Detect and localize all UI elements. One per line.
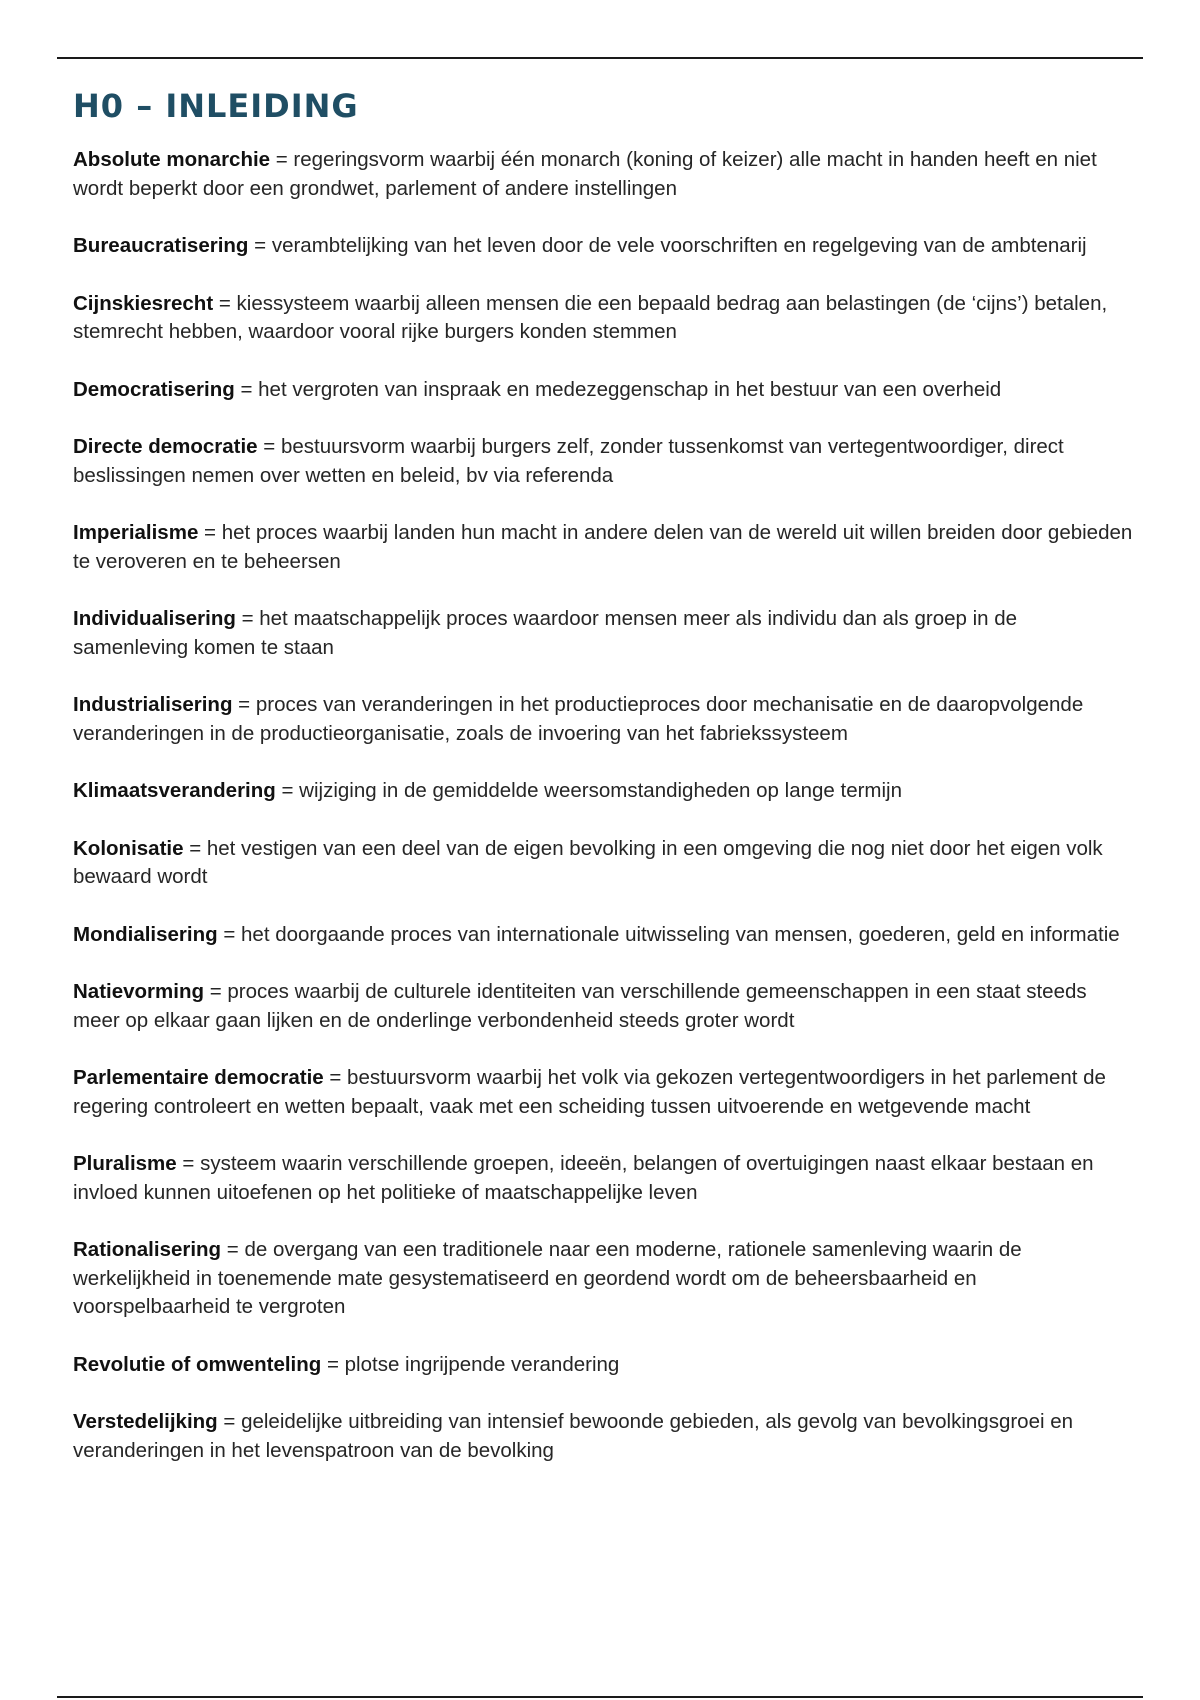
glossary-term: Imperialisme [73, 521, 199, 544]
glossary-definition: = geleidelijke uitbreiding van intensief bewoonde gebieden, als gevolg van bevolkingsgroei en veranderingen in het levenspatroon van de bevolking [73, 1410, 1074, 1462]
glossary-term: Parlementaire democratie [73, 1066, 324, 1089]
glossary-term: Revolutie of omwenteling [73, 1352, 322, 1376]
glossary-definition: = de overgang van een traditionele naar een moderne, rationele samenleving waarin de werkelijkheid in toenemende mate gesystematiseerd en geordend wordt om de beheersbaarheid en voorspelbaarheid te vergroten [73, 1238, 1022, 1318]
glossary-definition: = verambtelijking van het leven door de vele voorschriften en regelgeving van de ambtenarij [248, 234, 1087, 257]
glossary-definition: = wijziging in de gemiddelde weersomstandigheden op lange termijn [275, 779, 903, 802]
glossary-definition: = het proces waarbij landen hun macht in andere delen van de wereld uit willen breiden door gebieden te veroveren en te beheersen [73, 521, 1133, 573]
chapter-heading: H0 – INLEIDING [73, 87, 359, 125]
glossary-definition: = proces waarbij de culturele identiteiten van verschillende gemeenschappen in een staat steeds meer op elkaar gaan lijken en de onderlinge verbondenheid steeds groter wordt [73, 980, 1087, 1032]
glossary-entry [73, 1408, 1133, 1465]
glossary-term: Cijnskiesrecht [73, 291, 214, 315]
glossary-definition: = bestuursvorm waarbij het volk via gekozen vertegentwoordigers in het parlement de regering controleert en wetten bepaalt, vaak met een scheiding tussen uitvoerende en wetgevende macht [73, 1066, 1106, 1118]
glossary-term: Pluralisme [73, 1152, 177, 1175]
glossary-term: Absolute monarchie [73, 148, 271, 171]
glossary-term: Mondialisering [73, 922, 218, 946]
glossary-entry [73, 1150, 1133, 1207]
document-body [73, 82, 1133, 1494]
glossary-entry [73, 835, 1133, 892]
glossary-term: Rationalisering [73, 1238, 222, 1261]
glossary-definition: = het vestigen van een deel van de eigen bevolking in een omgeving die nog niet door het eigen volk bewaard wordt [73, 836, 1103, 888]
glossary-entry [73, 921, 1133, 950]
glossary-entry [73, 1351, 1133, 1380]
glossary-entry [73, 978, 1133, 1035]
glossary-definition: = bestuursvorm waarbij burgers zelf, zonder tussenkomst van vertegentwoordiger, direct beslissingen nemen over wetten en beleid, bv via referenda [73, 435, 1064, 487]
glossary-definition: = kiessysteem waarbij alleen mensen die een bepaald bedrag aan belastingen (de ‘cijns’) betalen, stemrecht hebben, waardoor vooral rijke burgers konden stemmen [73, 291, 1108, 343]
glossary-definition: = plotse ingrijpende verandering [321, 1352, 620, 1376]
glossary-definition: = proces van veranderingen in het productieproces door mechanisatie en de daaropvolgende veranderingen in de productieorganisatie, zoals de invoering van het fabriekssysteem [73, 693, 1084, 745]
glossary-term: Directe democratie [73, 435, 258, 458]
glossary-term: Individualisering [73, 607, 236, 630]
glossary-entry [73, 777, 1133, 806]
glossary-definition: = regeringsvorm waarbij één monarch (koning of keizer) alle macht in handen heeft en niet wordt beperkt door een grondwet, parlement of andere instellingen [73, 148, 1097, 200]
glossary-term: Democratisering [73, 377, 235, 401]
glossary-entry [73, 1064, 1133, 1121]
glossary-definition: = het maatschappelijk proces waardoor mensen meer als individu dan als groep in de samenleving komen te staan [73, 607, 1018, 659]
glossary-entry [73, 691, 1133, 748]
glossary-entry [73, 605, 1133, 662]
glossary-definition: = het vergroten van inspraak en medezeggenschap in het bestuur van een overheid [234, 377, 1002, 401]
glossary-term: Bureaucratisering [73, 234, 249, 257]
top-rule [57, 57, 1143, 59]
glossary-entry [73, 232, 1133, 261]
glossary-entry [73, 376, 1133, 405]
glossary-term: Industrialisering [73, 693, 233, 716]
glossary-entry [73, 519, 1133, 576]
glossary-term: Klimaatsverandering [73, 779, 276, 802]
glossary-term: Verstedelijking [73, 1410, 218, 1433]
glossary-entry [73, 146, 1133, 203]
glossary-definition: = systeem waarin verschillende groepen, ideeën, belangen of overtuigingen naast elkaar bestaan en invloed kunnen uitoefenen op het politieke of maatschappelijke leven [73, 1152, 1094, 1204]
glossary-entry [73, 1236, 1133, 1322]
glossary-entry [73, 290, 1133, 347]
glossary-term: Kolonisatie [73, 836, 184, 860]
glossary-list [73, 146, 1133, 1465]
glossary-entry [73, 433, 1133, 490]
glossary-definition: = het doorgaande proces van internationale uitwisseling van mensen, goederen, geld en informatie [217, 922, 1120, 946]
glossary-term: Natievorming [73, 980, 204, 1003]
bottom-rule [57, 1696, 1143, 1698]
